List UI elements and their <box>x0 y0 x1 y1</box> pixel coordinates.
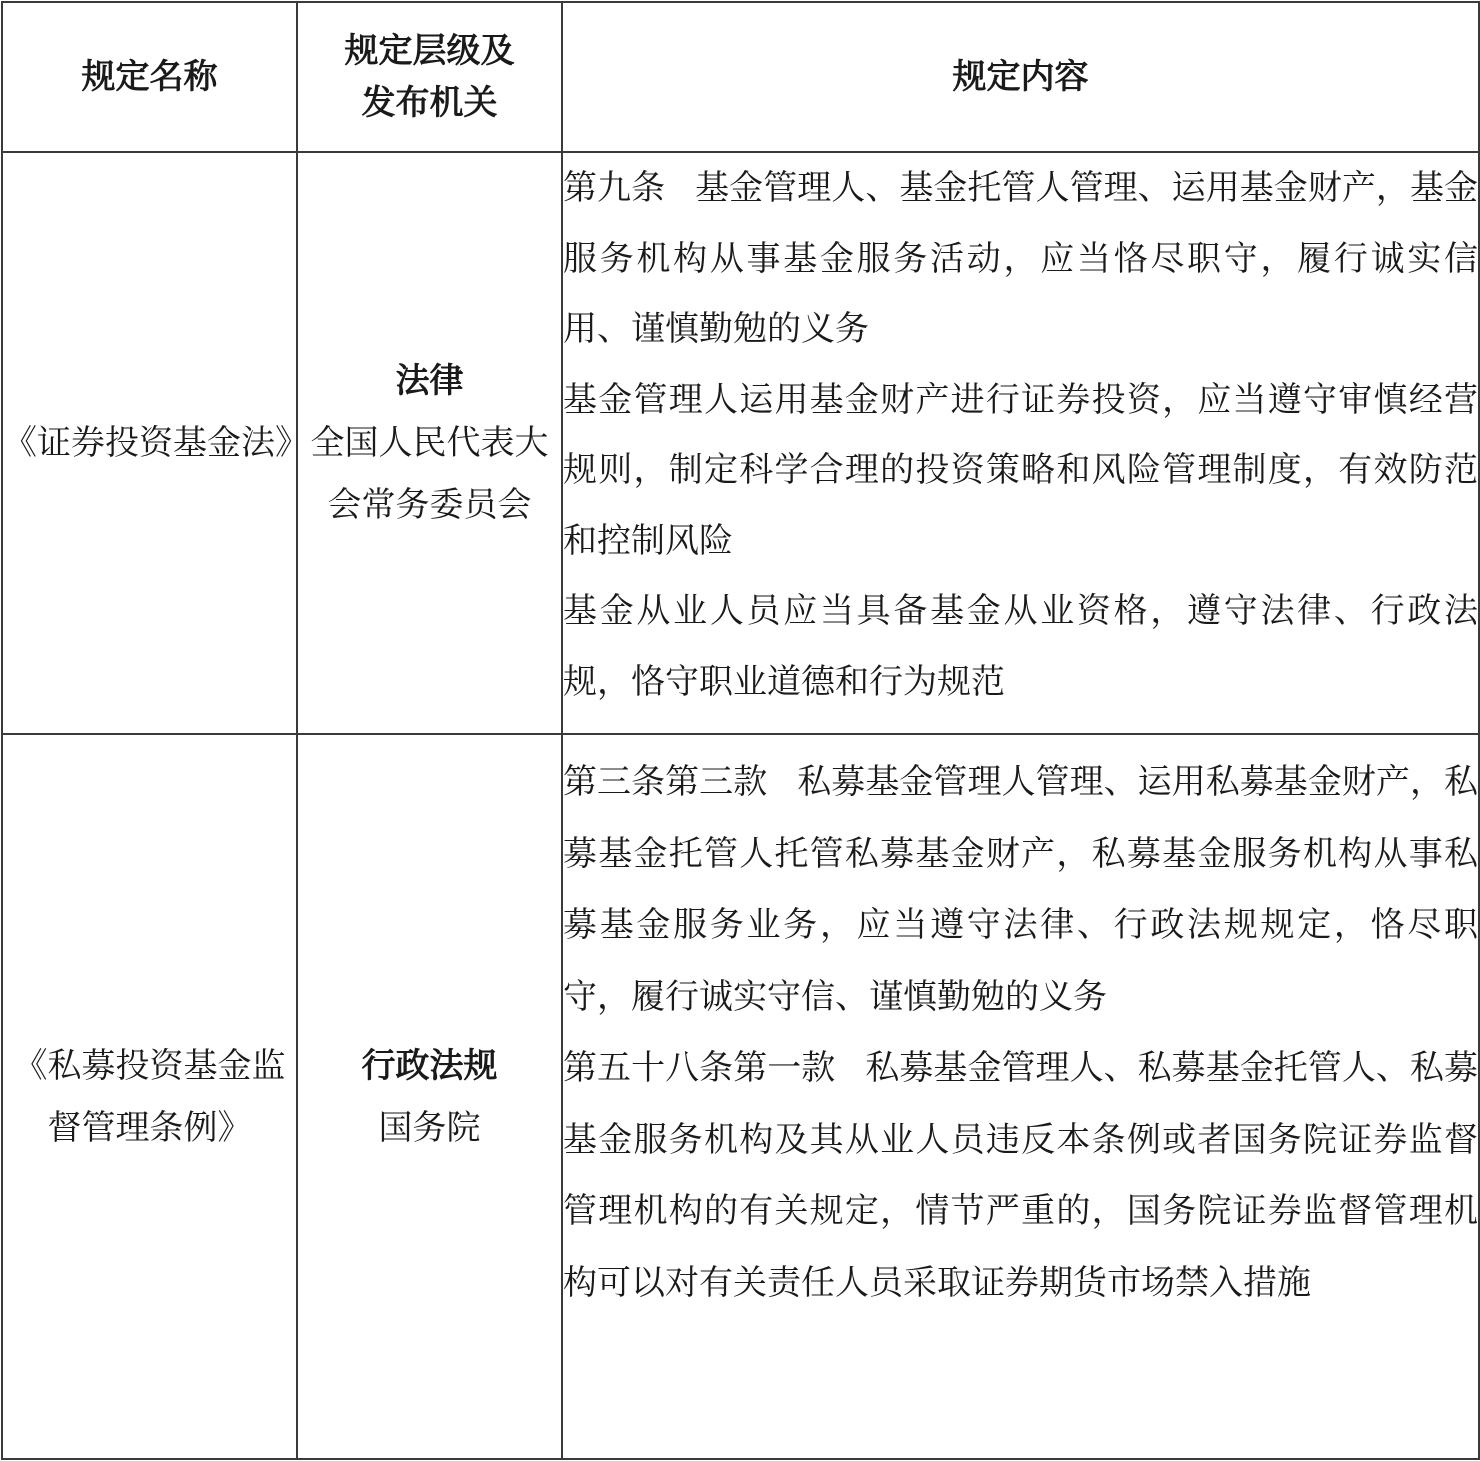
article-text: 基金管理人、基金托管人管理、运用基金财产，基金服务机构从事基金服务活动，应当恪尽职守，履行诚实信用、谨慎勤勉的义务 <box>563 168 1479 349</box>
article-text: 基金管理人运用基金财产进行证券投资，应当遵守审慎经营规则，制定科学合理的投资策略和风险管理制度，有效防范和控制风险 <box>563 379 1478 561</box>
article-text: 私募基金管理人管理、运用私募基金财产，私募基金托管人托管私募基金财产，私募基金服务机构从事私募基金服务业务，应当遵守法律、行政法规规定，恪尽职守，履行诚实守信、谨慎勤勉的义务 <box>563 762 1479 1017</box>
regulation-name-cell <box>2 152 309 734</box>
regulation-name: 《私募投资基金监督管理条例》 <box>13 1045 286 1148</box>
regulation-name: 《证券投资基金法》 <box>3 423 309 463</box>
header-level <box>297 2 562 152</box>
header-name: 规定名称 <box>2 2 297 152</box>
regulation-issuer: 国务院 <box>378 1107 481 1148</box>
regulation-issuer: 全国人民代表大会常务委员会 <box>310 423 549 525</box>
regulation-name-cell <box>2 734 297 1459</box>
header-level-text: 规定层级及发布机关 <box>344 31 515 123</box>
content-paragraph <box>563 153 1478 365</box>
content-paragraph <box>563 365 1478 577</box>
article-number: 第三条第三款 <box>563 762 768 802</box>
content-paragraph <box>563 576 1478 717</box>
article-number: 第九条 <box>563 168 666 208</box>
regulation-table <box>1 1 1480 1460</box>
regulation-level-type: 行政法规 <box>361 1045 498 1086</box>
content-paragraph <box>563 747 1478 1033</box>
regulation-level-cell <box>297 734 562 1459</box>
regulation-level-cell <box>297 152 562 734</box>
regulation-content-cell <box>562 734 1479 1459</box>
content-paragraph <box>563 1033 1478 1319</box>
header-content: 规定内容 <box>562 2 1479 152</box>
regulation-level-type: 法律 <box>395 361 464 401</box>
regulation-content-cell <box>562 152 1479 734</box>
table-row <box>2 152 1479 734</box>
article-text: 私募基金管理人、私募基金托管人、私募基金服务机构及其从业人员违反本条例或者国务院证券监督管理机构的有关规定，情节严重的，国务院证券监督管理机构可以对有关责任人员采取证券期货市场禁入措施 <box>563 1048 1479 1303</box>
article-number: 第五十八条第一款 <box>563 1048 836 1088</box>
article-text: 基金从业人员应当具备基金从业资格，遵守法律、行政法规，恪守职业道德和行为规范 <box>563 591 1478 702</box>
table-row <box>2 734 1479 1459</box>
table-header-row <box>2 2 1479 152</box>
